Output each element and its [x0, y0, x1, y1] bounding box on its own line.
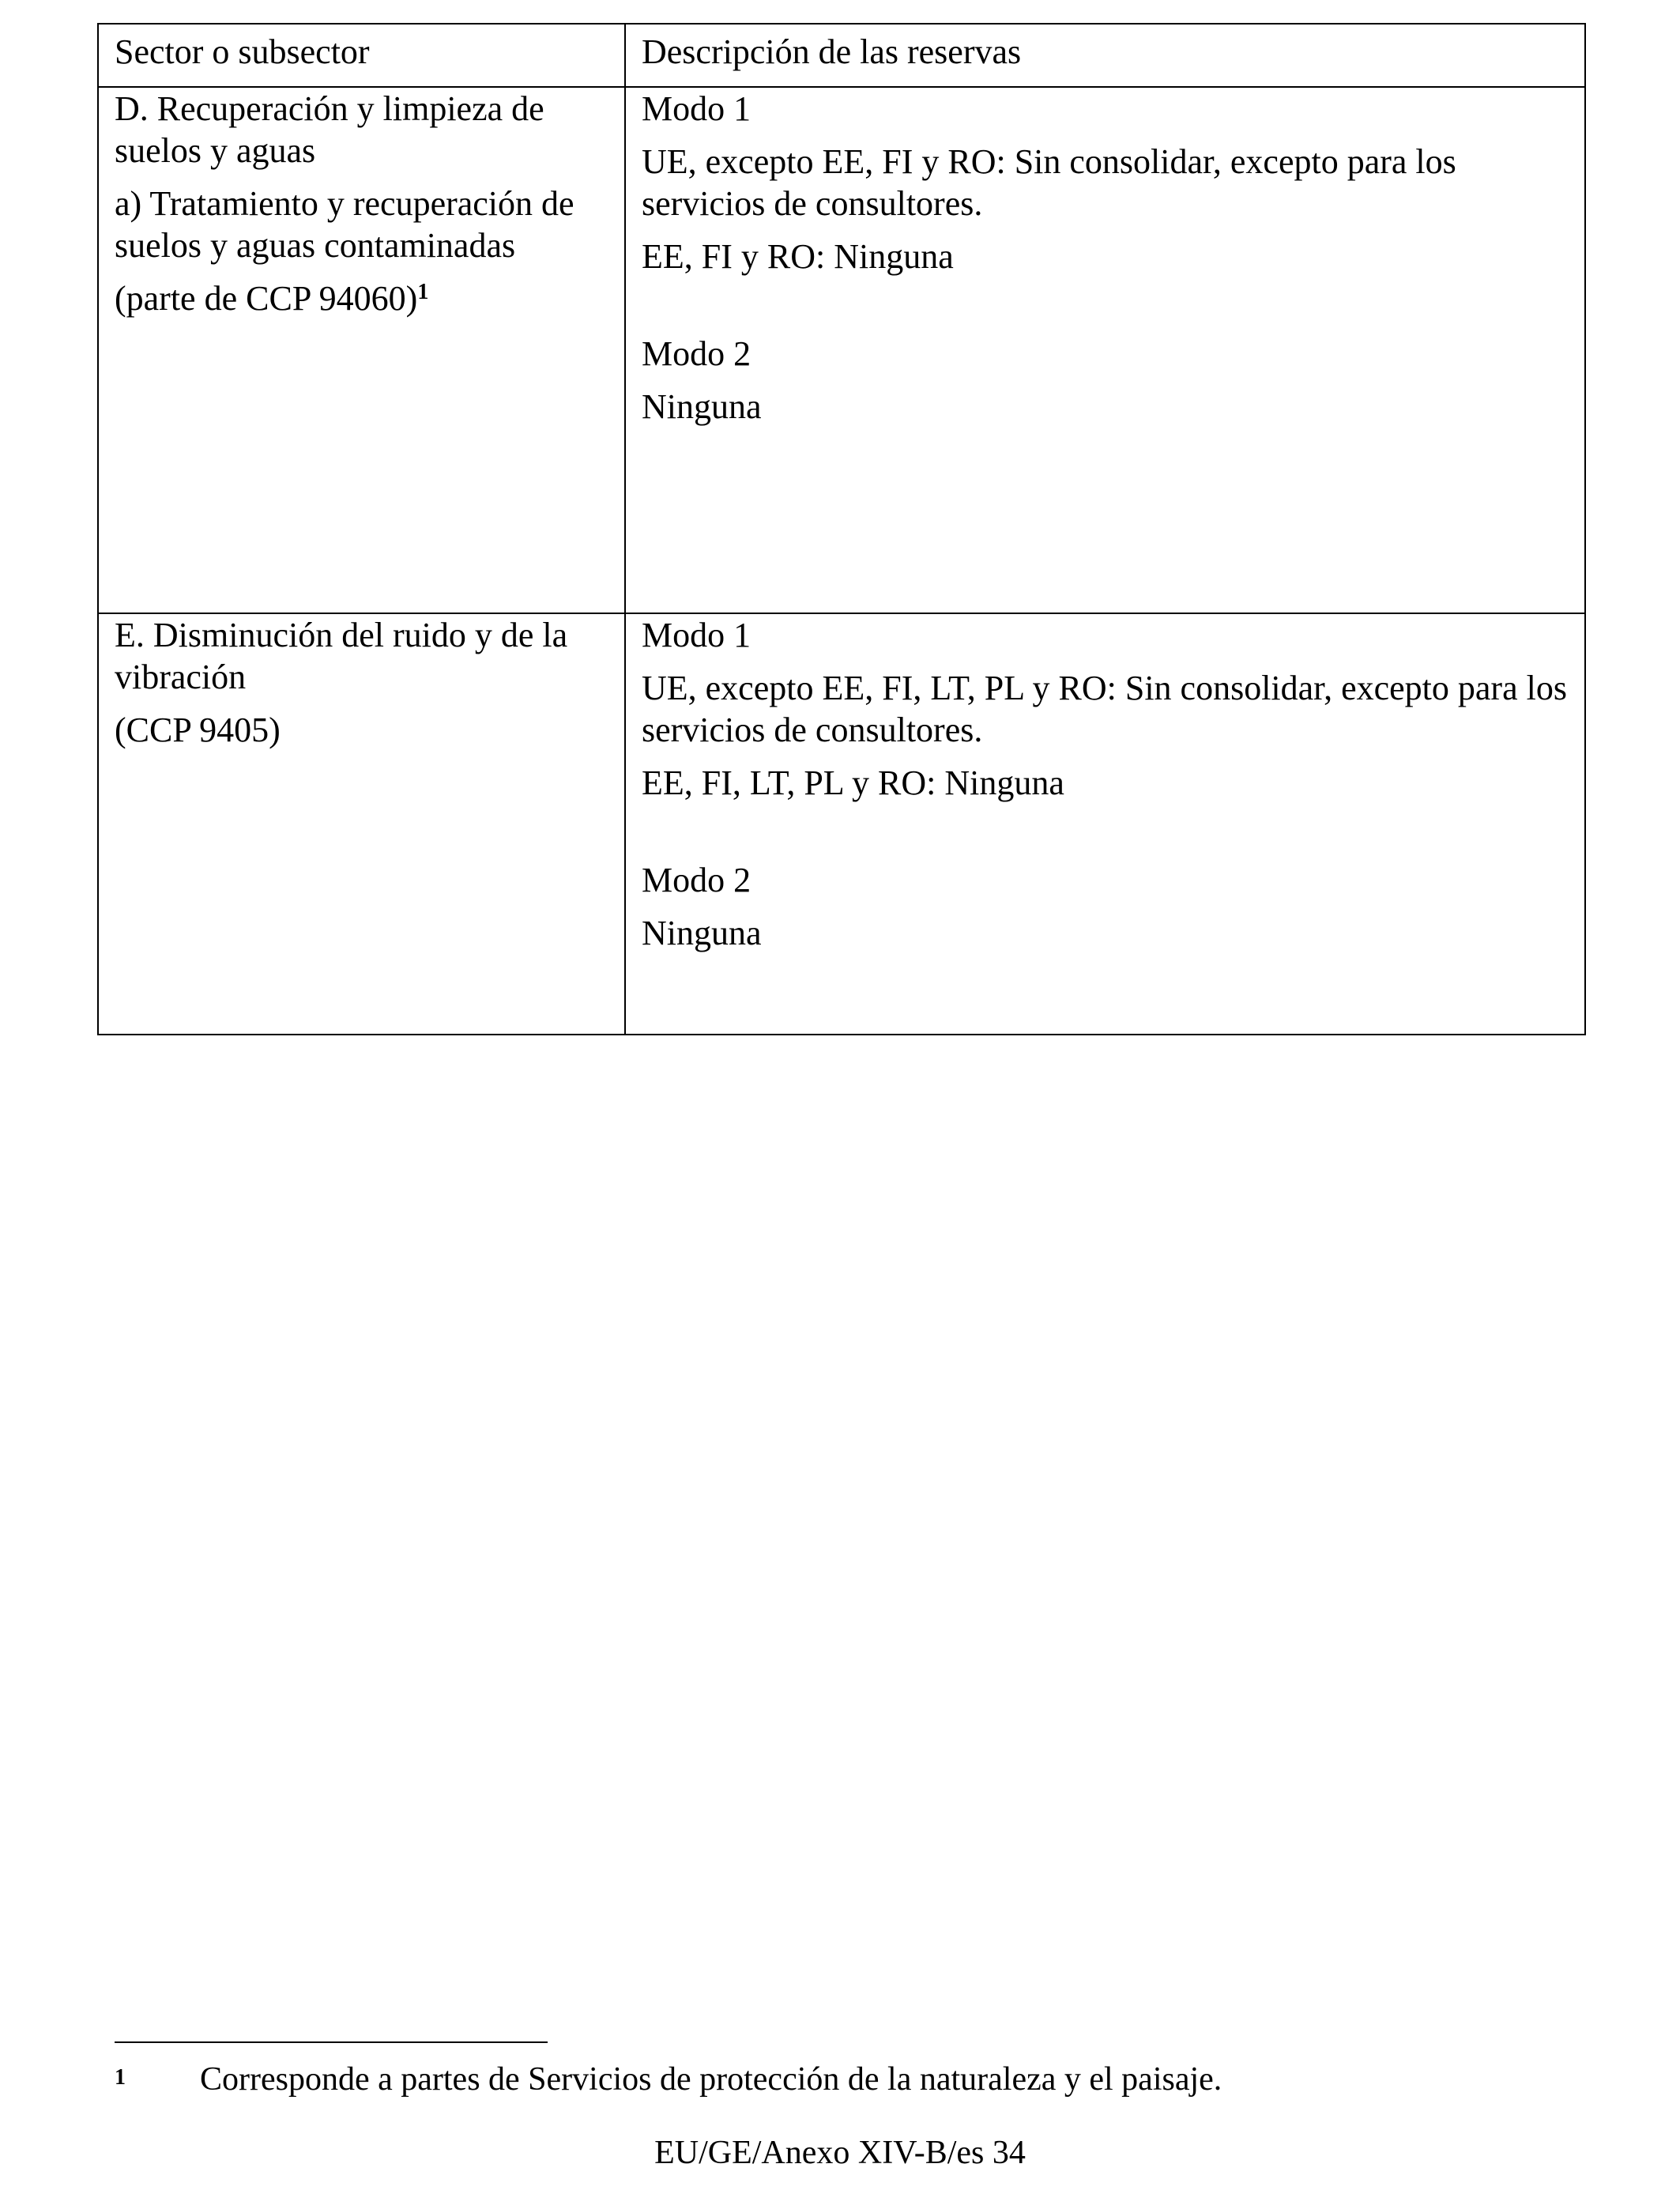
header-description: Descripción de las reservas — [625, 24, 1585, 87]
sector-classification: (parte de CCP 94060) — [115, 279, 418, 318]
table-row — [98, 87, 1585, 613]
header-sector: Sector o subsector — [98, 24, 625, 87]
mode2-label: Modo 2 — [642, 334, 751, 373]
sector-subtitle: a) Tratamiento y recuperación de suelos y aguas contaminadas — [115, 184, 574, 265]
table-row — [98, 613, 1585, 1035]
reservations-table — [97, 23, 1586, 1035]
footnote-separator — [115, 2041, 548, 2043]
description-cell — [625, 87, 1585, 613]
footnote-reference: 1 — [417, 280, 429, 304]
sector-title: D. Recuperación y limpieza de suelos y aguas — [115, 89, 544, 170]
sector-classification: (CCP 9405) — [115, 711, 281, 749]
footnote-text: Corresponde a partes de Servicios de protección de la naturaleza y el paisaje. — [200, 2061, 1222, 2098]
description-cell — [625, 613, 1585, 1035]
mode1-text-2: EE, FI, LT, PL y RO: Ninguna — [642, 763, 1064, 802]
spacer — [642, 804, 1569, 859]
sector-classification-line — [115, 277, 608, 319]
sector-cell — [98, 87, 625, 613]
table-header-row — [98, 24, 1585, 87]
mode2-text: Ninguna — [642, 387, 762, 426]
mode2-text: Ninguna — [642, 914, 762, 952]
mode1-label: Modo 1 — [642, 89, 751, 128]
sector-cell — [98, 613, 625, 1035]
mode1-label: Modo 1 — [642, 616, 751, 654]
mode1-text-2: EE, FI y RO: Ninguna — [642, 237, 954, 276]
footnote-number: 1 — [115, 2065, 126, 2090]
mode2-label: Modo 2 — [642, 861, 751, 899]
mode1-text: UE, excepto EE, FI y RO: Sin consolidar, excepto para los servicios de consultores. — [642, 142, 1456, 223]
page-reference: EU/GE/Anexo XIV-B/es 34 — [654, 2135, 1026, 2171]
sector-title: E. Disminución del ruido y de la vibración — [115, 616, 568, 696]
mode1-text: UE, excepto EE, FI, LT, PL y RO: Sin consolidar, excepto para los servicios de consultores. — [642, 669, 1567, 749]
spacer — [642, 277, 1569, 333]
